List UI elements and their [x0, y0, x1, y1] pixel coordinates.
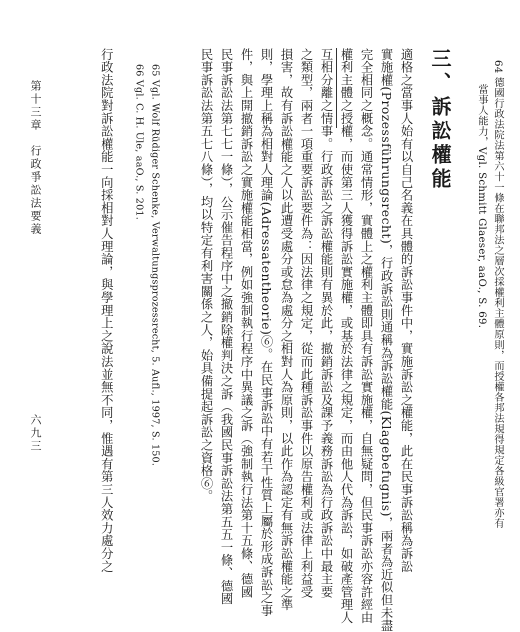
footnote-65-col: 65 Vgl. Wolf Rüdiger Schenke, Verwaltungsprozessrecht, 5. Aufl., 1997, S. 150.: [149, 64, 161, 467]
footnote-separator: [336, 48, 337, 128]
bottom-body-column-1: 行政法院對訴訟權能一向採相對人理論，與學理上之說法並無不同，惟遇有第三人效力處分之: [99, 48, 114, 573]
body-column-11: 民事訴訟法第五七八條），均以特定有利害關係之人，始具備提起訴訟之資格⑥。: [199, 48, 213, 503]
body-column-5: 互相分離之情事。行政訴訟之訴訟權能則有異於此，撤銷訴訟及課予義務訴訟為行政訴訟中最主要: [319, 48, 333, 599]
page-number: 六九三: [29, 414, 42, 453]
running-head: 第十三章 行政爭訟法要義: [29, 80, 42, 236]
top-note-line-2: 當事人能力，Vgl. Schmitt Glaeser, aaO., S. 69.: [476, 84, 487, 329]
body-column-4: 權利主體之授權，而使第三人獲得訴訟實施權，或基於法律之規定，而由他人代為訴訟，如破產管理人: [339, 48, 353, 624]
body-column-9: 件，與上開撤銷訴訟之實施權能相當，例如強制執行程序中異議之訴（強制執行法第十五條、德國: [239, 48, 253, 599]
body-column-8: 則，學理上稱為相對人理論(Adressatentheorie)⑥。在民事訴訟中有若干性質上屬於形成訴訟之事: [259, 48, 273, 617]
top-note-line-1: 64 德國行政法院法第六十一條在聯邦法之層次採權利主體原則，而授權各邦法規得規定各級官署亦有: [492, 60, 503, 529]
body-column-7: 損害，故有訴訟權能之人以此遭受處分或怠為處分之相對人為原則，以此作為認定有無訴訟權能之準: [279, 48, 293, 612]
body-column-3: 完全相同之概念。通常情形，實體上之權利主體即具有訴訟實施權，自無疑問，但民事訴訟亦容許經由: [359, 48, 373, 624]
body-column-6: 之類型，兩者一項重要訴訟要件為：因法律之規定，從而此種訴訟事件以原告權利或法律上利益受: [299, 48, 313, 599]
body-column-2: 實施權(Prozessführungsrecht)，行政訴訟則通稱為訴訟權能(Klagebefugnis)，兩者為近似但未盡: [379, 48, 393, 632]
body-column-1: 適格之當事人始有以自己名義在具體的訴訟事件中，實施訴訟之權能，此在民事訴訟稱為訴訟: [399, 48, 413, 573]
section-heading: 三、訴訟權能: [428, 48, 452, 192]
body-column-10: 民事訴訟法第七七一條），公示催告程序中之撤銷除權判決之訴（我國民事訴訟法第五五一條、德國: [219, 48, 233, 606]
footnote-66: 66 Vgl. C. H. Ule, aaO., S. 201.: [133, 64, 145, 220]
